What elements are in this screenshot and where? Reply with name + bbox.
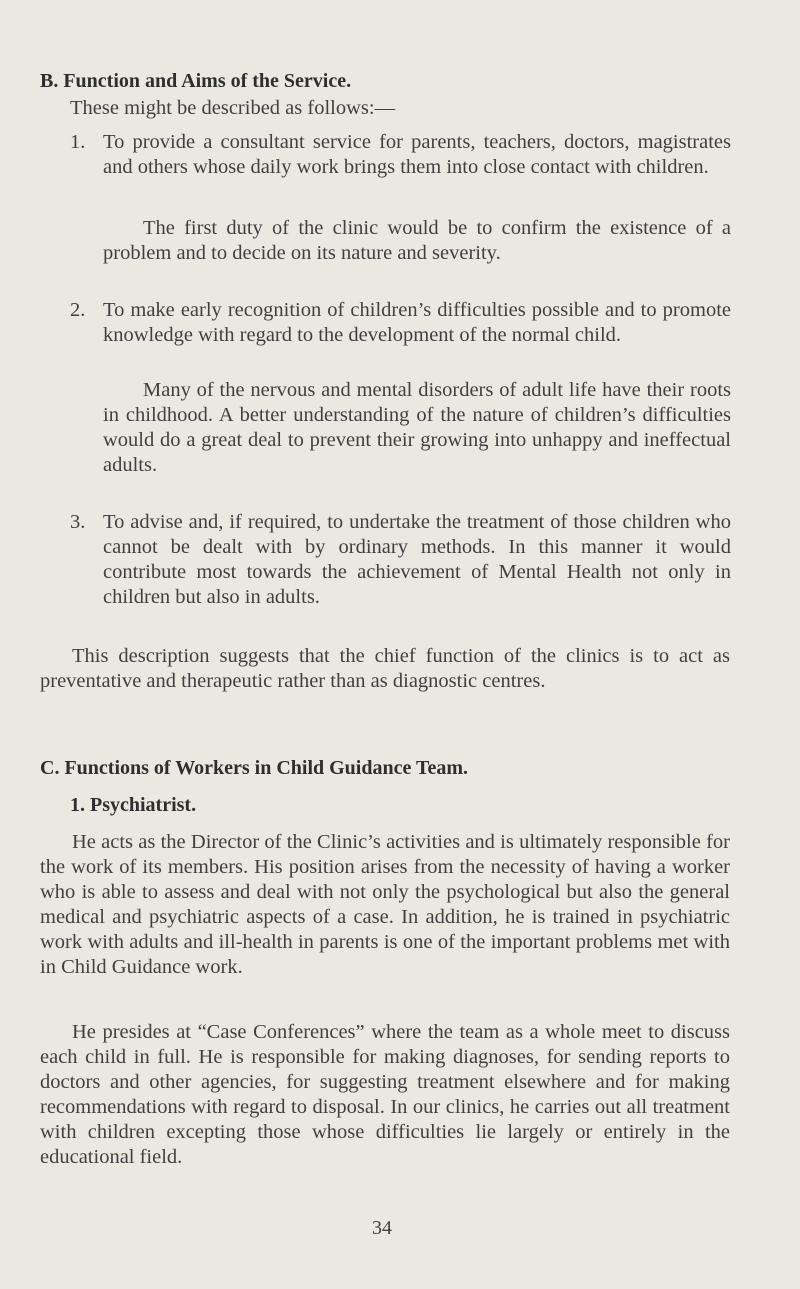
psychiatrist-subheading: 1. Psychiatrist. (70, 794, 197, 816)
item-1-number: 1. (70, 131, 86, 153)
item-2-text: To make early recognition of children’s difficulties possible and to promote knowledge with regard to the development of the normal child. (103, 299, 731, 346)
item-2-number: 2. (70, 299, 86, 321)
section-b-heading: B. Function and Aims of the Service. (40, 70, 352, 92)
psychiatrist-paragraph-2: He presides at “Case Conferences” where the team as a whole meet to discuss each child in full. He is responsible for making diagnoses, for sending reports to doctors and other agencies, for suggesting treatment elsewhere and for making recommendations with regard to disposal. In our clinics, he carries out all treatment with children excepting those whose difficulties lie largely or entirely in the educational field. (40, 1021, 730, 1168)
item-1-followup: The first duty of the clinic would be to confirm the existence of a problem and to decide on its nature and severity. (103, 217, 731, 264)
page-number: 34 (372, 1217, 392, 1239)
section-c-heading: C. Functions of Workers in Child Guidance Team. (40, 757, 469, 779)
item-2-followup: Many of the nervous and mental disorders of adult life have their roots in childhood. A better understanding of the nature of children’s difficulties would do a great deal to prevent their growing into unhappy and ineffectual adults. (103, 379, 731, 476)
section-b-intro: These might be described as follows:— (70, 97, 396, 119)
item-3-text: To advise and, if required, to undertake the treatment of those children who cannot be dealt with by ordinary methods. In this manner it would contribute most towards the achievement of Mental Health not only in children but also in adults. (103, 511, 731, 608)
item-3-number: 3. (70, 511, 86, 533)
section-b-summary: This description suggests that the chief function of the clinics is to act as preventative and therapeutic rather than as diagnostic centres. (40, 645, 730, 692)
psychiatrist-paragraph-1: He acts as the Director of the Clinic’s activities and is ultimately responsible for the work of its members. His position arises from the necessity of having a worker who is able to assess and deal with not only the psychological but also the general medical and psychiatric aspects of a case. In addition, he is trained in psychiatric work with adults and ill-health in parents is one of the important problems met with in Child Guidance work. (40, 831, 730, 978)
item-1-text: To provide a consultant service for parents, teachers, doctors, magistrates and others whose daily work brings them into close contact with children. (103, 131, 731, 178)
